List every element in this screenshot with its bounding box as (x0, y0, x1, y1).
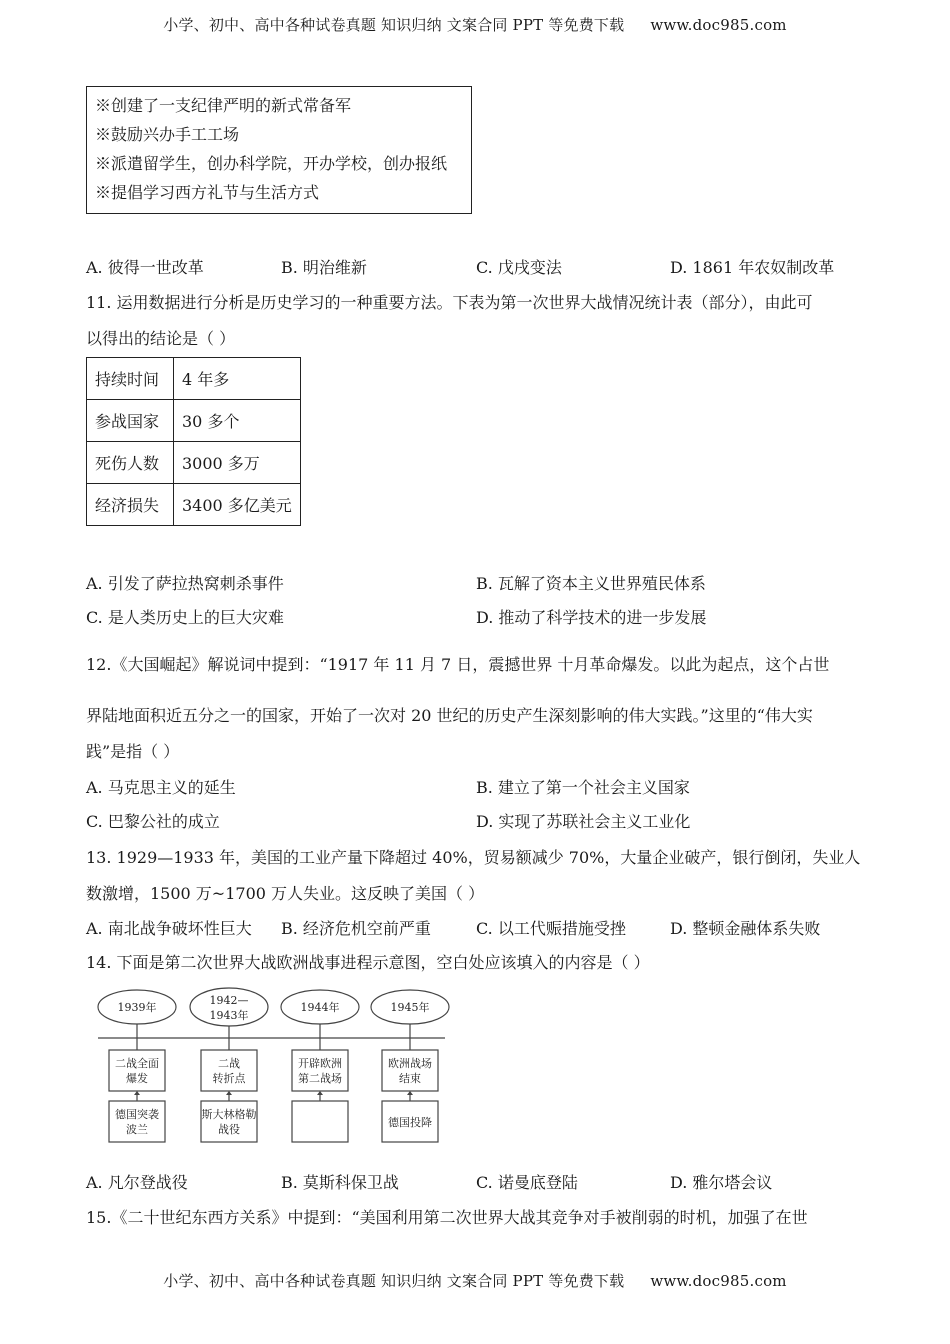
q11-stem-line1: 11. 运用数据进行分析是历史学习的一种重要方法。下表为第一次世界大战情况统计表（部分），由此可 (86, 293, 813, 312)
event-label: 战役 (218, 1123, 240, 1136)
q14-option-c: C. 诺曼底登陆 (476, 1173, 578, 1192)
table-value: 30 多个 (174, 400, 301, 442)
q10-box-line: ※创建了一支纪律严明的新式常备军 (95, 96, 352, 115)
table-key: 参战国家 (87, 400, 174, 442)
q14-option-b: B. 莫斯科保卫战 (281, 1173, 399, 1192)
stage-label: 二战 (218, 1057, 240, 1070)
year-label: 1945年 (390, 1001, 430, 1014)
stage-label: 开辟欧洲 (298, 1057, 342, 1070)
stage-label: 二战全面 (115, 1057, 159, 1070)
event-label: 波兰 (126, 1123, 148, 1136)
q10-box-line: ※鼓励兴办手工工场 (95, 125, 240, 144)
event-label: 德国投降 (388, 1116, 432, 1129)
q12-option-a: A. 马克思主义的延生 (86, 778, 236, 797)
q14-stem: 14. 下面是第二次世界大战欧洲战事进程示意图，空白处应该填入的内容是（ ） (86, 953, 650, 972)
q12-stem-line2: 界陆地面积近五分之一的国家，开始了一次对 20 世纪的历史产生深刻影响的伟大实践。”这里的“伟大实 (86, 706, 813, 725)
q11-option-a: A. 引发了萨拉热窝刺杀事件 (86, 574, 284, 593)
q11-option-b: B. 瓦解了资本主义世界殖民体系 (476, 574, 706, 593)
footer-text: 小学、初中、高中各种试卷真题 知识归纳 文案合同 PPT 等免费下载 (163, 1272, 625, 1290)
q13-option-b: B. 经济危机空前严重 (281, 919, 431, 938)
q10-option-a: A. 彼得一世改革 (86, 258, 204, 277)
q12-option-c: C. 巴黎公社的成立 (86, 812, 220, 831)
q12-stem-line3: 践”是指（ ） (86, 742, 180, 761)
q10-box-line: ※提倡学习西方礼节与生活方式 (95, 183, 320, 202)
year-label: 1942— (209, 994, 249, 1007)
page-footer (0, 1270, 950, 1291)
q10-option-c: C. 戊戌变法 (476, 258, 562, 277)
header-url[interactable]: www.doc985.com (650, 16, 787, 34)
table-key: 持续时间 (87, 358, 174, 400)
event-label: 斯大林格勒 (201, 1108, 257, 1121)
footer-url[interactable]: www.doc985.com (650, 1272, 787, 1290)
table-value: 3000 多万 (174, 442, 301, 484)
stage-label: 第二战场 (298, 1072, 342, 1085)
blank-event-box (292, 1101, 348, 1142)
q12-option-b: B. 建立了第一个社会主义国家 (476, 778, 690, 797)
event-label: 德国突袭 (115, 1108, 159, 1121)
year-label: 1943年 (209, 1009, 249, 1022)
stage-label: 结束 (399, 1072, 421, 1085)
q13-option-d: D. 整顿金融体系失败 (670, 919, 821, 938)
q10-option-b: B. 明治维新 (281, 258, 367, 277)
q15-stem-line1: 15.《二十世纪东西方关系》中提到：“美国利用第二次世界大战其竞争对手被削弱的时机，加强了在世 (86, 1208, 808, 1227)
stage-label: 爆发 (126, 1072, 148, 1085)
year-label: 1939年 (117, 1001, 157, 1014)
q10-option-d: D. 1861 年农奴制改革 (670, 258, 835, 277)
table-value: 4 年多 (174, 358, 301, 400)
stage-label: 转折点 (212, 1072, 246, 1085)
year-label: 1944年 (300, 1001, 340, 1014)
q11-option-d: D. 推动了科学技术的进一步发展 (476, 608, 707, 627)
q12-option-d: D. 实现了苏联社会主义工业化 (476, 812, 691, 831)
table-value: 3400 多亿美元 (174, 484, 301, 526)
q11-option-c: C. 是人类历史上的巨大灾难 (86, 608, 284, 627)
q11-stem-line2: 以得出的结论是（ ） (86, 329, 236, 348)
table-key: 死伤人数 (87, 442, 174, 484)
q13-stem-line2: 数激增，1500 万~1700 万人失业。这反映了美国（ ） (86, 884, 485, 903)
q13-stem-line1: 13. 1929—1933 年，美国的工业产量下降超过 40%，贸易额减少 70%，大量企业破产，银行倒闭，失业人 (86, 848, 861, 867)
table-key: 经济损失 (87, 484, 174, 526)
stage-label: 欧洲战场 (388, 1057, 432, 1070)
q14-option-d: D. 雅尔塔会议 (670, 1173, 773, 1192)
q13-option-a: A. 南北战争破坏性巨大 (86, 919, 252, 938)
header-text: 小学、初中、高中各种试卷真题 知识归纳 文案合同 PPT 等免费下载 (163, 16, 625, 34)
q14-option-a: A. 凡尔登战役 (86, 1173, 188, 1192)
q12-stem-line1: 12.《大国崛起》解说词中提到：“1917 年 11 月 7 日，震撼世界 十月革命爆发。以此为起点，这个占世 (86, 655, 830, 674)
q13-option-c: C. 以工代赈措施受挫 (476, 919, 626, 938)
q10-box-line: ※派遣留学生，创办科学院，开办学校，创办报纸 (95, 154, 448, 173)
